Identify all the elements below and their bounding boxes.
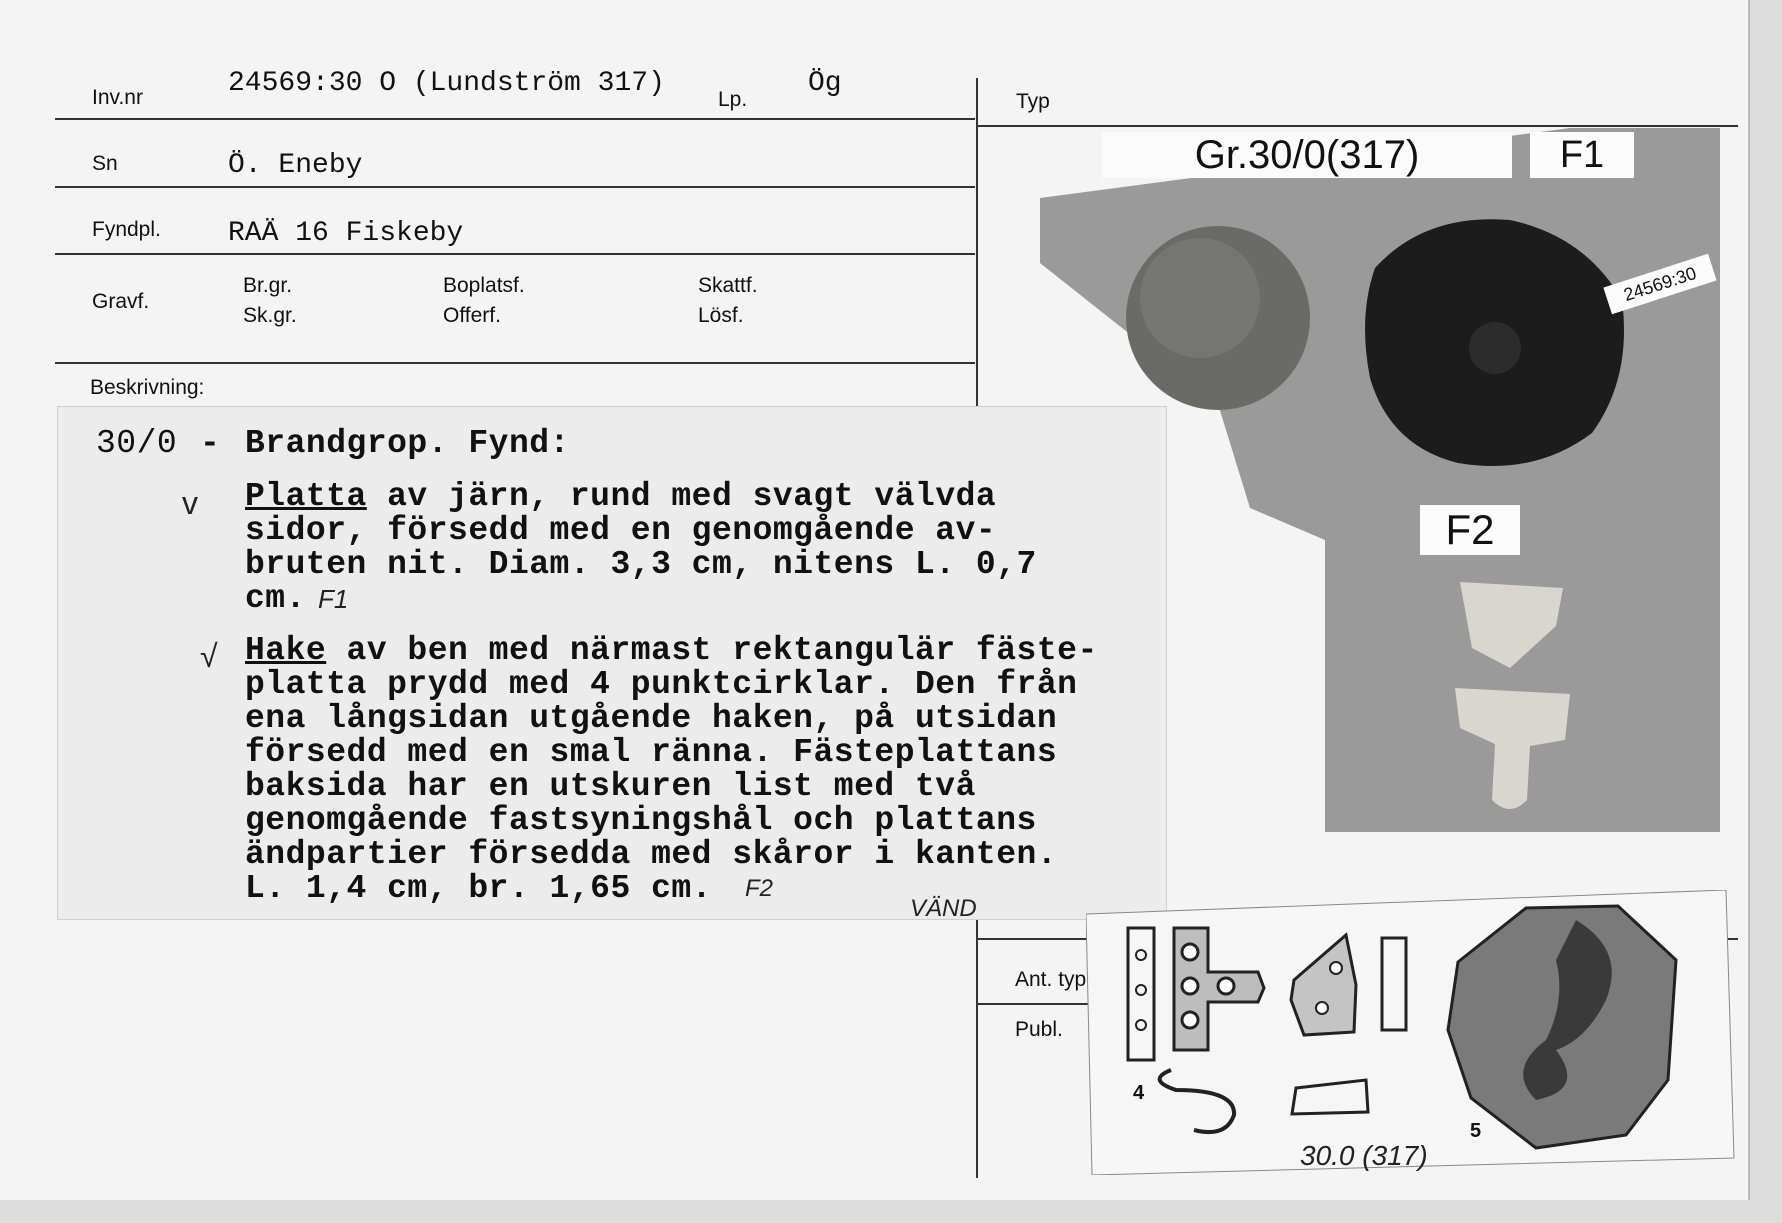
publ-label: Publ. [1015, 1018, 1063, 1041]
typ-label: Typ [1016, 90, 1050, 113]
figure-4-number: 4 [1133, 1082, 1145, 1104]
skattf-label: Skattf. [698, 274, 758, 297]
row-divider [55, 362, 975, 364]
item1-check-mark: v [182, 485, 198, 521]
item2-line6: genomgående fastsyningshål och plattans [245, 802, 1037, 839]
description-dash: - [200, 425, 221, 462]
dot-circle-icon [1218, 978, 1234, 994]
sn-value: Ö. Eneby [228, 150, 363, 181]
dot-circle-icon [1182, 978, 1198, 994]
item1-line2: sidor, försedd med en genomgående av- [245, 512, 997, 549]
figure-5-number: 5 [1470, 1120, 1482, 1142]
item2-line3: ena långsidan utgående haken, på utsidan [245, 700, 1058, 737]
fyndpl-value: RAÄ 16 Fiskeby [228, 218, 464, 249]
item2-mark: F2 [745, 875, 774, 902]
item1-line1 [245, 480, 996, 514]
photo-f2-tag: F2 [1420, 505, 1520, 555]
photo-inv-tag: 24569:30 [1603, 254, 1716, 315]
row-divider [55, 253, 975, 255]
ant-typ-label: Ant. typ [1015, 968, 1087, 991]
item2-line7: ändpartier försedda med skåror i kanten. [245, 836, 1058, 873]
dot-circle-icon [1330, 962, 1342, 974]
plate-rivet [1469, 322, 1521, 374]
offerf-label: Offerf. [443, 304, 501, 327]
item2-line5: baksida har en utskuren list med två [245, 768, 976, 805]
fyndpl-label: Fyndpl. [92, 218, 161, 241]
find-photograph [1040, 128, 1720, 832]
inv-nr-value: 24569:30 O (Lundström 317) [228, 68, 665, 99]
artifact-drawing [1086, 890, 1736, 1175]
item2-line8: L. 1,4 cm, br. 1,65 cm. [245, 870, 712, 907]
gravf-label: Gravf. [92, 290, 150, 313]
row-divider [55, 118, 975, 120]
item2-check-mark: √ [200, 638, 218, 674]
row-divider [978, 125, 1738, 127]
br-gr-label: Br.gr. [243, 274, 293, 297]
lp-value: Ög [808, 68, 842, 99]
description-heading: Brandgrop. Fynd: [245, 425, 570, 462]
boplatsf-label: Boplatsf. [443, 274, 525, 297]
item1-line3: bruten nit. Diam. 3,3 cm, nitens L. 0,7 [245, 546, 1037, 583]
sk-gr-label: Sk.gr. [243, 304, 297, 327]
beskrivning-label: Beskrivning: [90, 376, 205, 399]
item2-line2: platta prydd med 4 punktcirklar. Den från [245, 666, 1078, 703]
item1-line1-text: av järn, rund med svagt välvda [366, 478, 997, 515]
item2-line4: försedd med en smal ränna. Fästeplattans [245, 734, 1058, 771]
drawing-caption: 30.0 (317) [1300, 1140, 1428, 1171]
description-number: 30/0 [96, 425, 178, 462]
row-divider [978, 1003, 1088, 1005]
item2-line1-text: av ben med närmast rektangulär fäste- [326, 632, 1098, 669]
row-divider [55, 186, 975, 188]
lp-label: Lp. [718, 88, 748, 111]
item2-keyword: Hake [245, 632, 327, 669]
inv-nr-label: Inv.nr [92, 86, 143, 109]
photo-background [1040, 128, 1720, 832]
item1-keyword: Platta [245, 478, 367, 515]
item2-line1 [245, 634, 1098, 668]
dot-circle-icon [1182, 1012, 1198, 1028]
vand-note: VÄND [910, 895, 977, 922]
dot-circle-icon [1182, 944, 1198, 960]
dot-circle-icon [1316, 1002, 1328, 1014]
item1-mark: F1 [318, 584, 349, 614]
item1-line4: cm. [245, 580, 306, 617]
photo-header-tag: Gr.30/0(317) [1102, 132, 1512, 178]
photo-f1-tag: F1 [1530, 132, 1634, 178]
stone-sphere-highlight [1140, 238, 1260, 358]
sn-label: Sn [92, 152, 118, 175]
losf-label: Lösf. [698, 304, 744, 327]
